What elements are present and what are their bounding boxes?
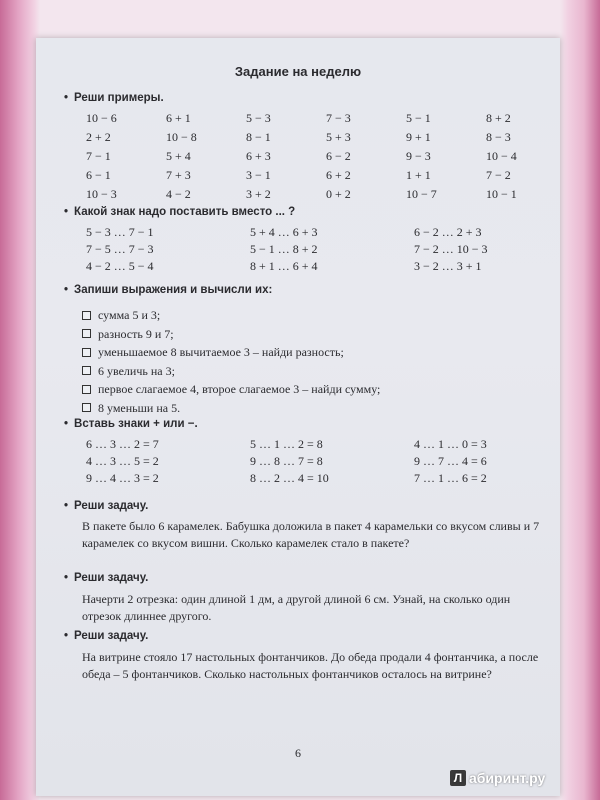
expression-text: первое слагаемое 4, второе слагаемое 3 – найди сумму;: [98, 382, 381, 396]
bullet-icon: •: [64, 572, 69, 584]
expression-item: [82, 399, 380, 418]
example-cell: 6 + 2: [326, 168, 351, 182]
expressions-list: [82, 306, 380, 417]
bullet-icon: •: [64, 206, 69, 218]
example-cell: 3 − 1: [246, 168, 271, 182]
signs-cell: 7 … 1 … 6 = 2: [414, 471, 487, 485]
signs-cell: 4 … 3 … 5 = 2: [86, 454, 159, 468]
checkbox-icon: [82, 366, 91, 375]
example-cell: 7 + 3: [166, 168, 191, 182]
compare-grid: [86, 224, 564, 275]
signs-cell: 9 … 8 … 7 = 8: [250, 454, 323, 468]
signs-cell: 9 … 7 … 4 = 6: [414, 454, 487, 468]
signs-cell: 8 … 2 … 4 = 10: [250, 471, 329, 485]
example-cell: 10 − 1: [486, 187, 517, 201]
example-cell: 1 + 1: [406, 168, 431, 182]
signs-cell: 4 … 1 … 0 = 3: [414, 437, 487, 451]
example-cell: 7 − 3: [326, 111, 351, 125]
workbook-page: [36, 38, 560, 796]
expression-text: 8 уменьши на 5.: [98, 400, 181, 415]
signs-cell: 6 … 3 … 2 = 7: [86, 437, 159, 451]
example-cell: 7 − 2: [486, 168, 511, 182]
example-cell: 5 + 3: [326, 130, 351, 144]
page-number: 6: [295, 746, 301, 760]
section-heading-examples: • Реши примеры.: [64, 92, 164, 104]
example-cell: 9 + 1: [406, 130, 431, 144]
expression-item: [82, 362, 380, 381]
expression-item: [82, 306, 380, 325]
checkbox-icon: [82, 348, 91, 357]
bullet-icon: •: [64, 418, 69, 430]
signs-cell: 5 … 1 … 2 = 8: [250, 437, 323, 451]
page-title: Задание на неделю: [234, 64, 362, 79]
labirint-logo-icon: Л: [450, 770, 466, 786]
example-cell: 9 − 3: [406, 149, 431, 163]
example-cell: 6 + 1: [166, 111, 191, 125]
checkbox-icon: [82, 403, 91, 412]
example-cell: 8 − 1: [246, 130, 271, 144]
watermark: [450, 770, 545, 786]
bullet-icon: •: [64, 630, 69, 642]
compare-cell: 4 − 2 … 5 − 4: [86, 259, 154, 273]
compare-cell: 8 + 1 … 6 + 4: [250, 259, 318, 273]
example-cell: 6 − 2: [326, 149, 351, 163]
example-cell: 10 − 7: [406, 187, 437, 201]
section-heading-task-3: • Реши задачу.: [64, 630, 149, 642]
expression-text: разность 9 и 7;: [98, 326, 174, 341]
compare-cell: 3 − 2 … 3 + 1: [414, 259, 482, 273]
example-cell: 10 − 6: [86, 111, 117, 125]
example-cell: 8 − 3: [486, 130, 511, 144]
compare-cell: 5 − 1 … 8 + 2: [250, 242, 318, 256]
example-cell: 0 + 2: [326, 187, 351, 201]
checkbox-icon: [82, 311, 91, 320]
section-heading-compare: • Какой знак надо поставить вместо ... ?: [64, 206, 296, 218]
watermark-text: абиринт.ру: [469, 770, 546, 786]
bullet-icon: •: [64, 92, 69, 104]
example-cell: 5 + 4: [166, 149, 191, 163]
expression-text: сумма 5 и 3;: [98, 308, 161, 322]
signs-cell: 9 … 4 … 3 = 2: [86, 471, 159, 485]
expression-text: 6 увеличь на 3;: [98, 363, 175, 378]
expression-item: [82, 380, 380, 399]
section-heading-expressions: • Запиши выражения и вычисли их:: [64, 284, 273, 296]
bullet-icon: •: [64, 284, 69, 296]
example-cell: 10 − 3: [86, 187, 117, 201]
example-cell: 7 − 1: [86, 149, 111, 163]
example-cell: 10 − 8: [166, 130, 197, 144]
signs-grid: [86, 436, 564, 487]
example-cell: 2 + 2: [86, 130, 111, 144]
task-1-text: В пакете было 6 карамелек. Бабушка доложила в пакет 4 карамельки со вкусом сливы и 7 карамелек со вкусом вишни. Сколько карамелек стало в пакете?: [82, 519, 540, 550]
example-cell: 6 − 1: [86, 168, 111, 182]
example-cell: 5 − 1: [406, 111, 431, 125]
bullet-icon: •: [64, 500, 69, 512]
compare-cell: 5 + 4 … 6 + 3: [250, 225, 318, 239]
compare-cell: 6 − 2 … 2 + 3: [414, 225, 482, 239]
checkbox-icon: [82, 385, 91, 394]
task-2-text: Начерти 2 отрезка: один длиной 1 дм, а другой длиной 6 см. Узнай, на сколько один отрезок длиннее другого.: [82, 592, 511, 623]
section-heading-task-2: • Реши задачу.: [64, 572, 149, 584]
compare-cell: 7 − 5 … 7 − 3: [86, 242, 154, 256]
example-cell: 5 − 3: [246, 111, 271, 125]
expression-item: [82, 325, 380, 344]
examples-grid: [86, 110, 566, 203]
task-3-text: На витрине стояло 17 настольных фонтанчиков. До обеда продали 4 фонтанчика, а после обеда – 5 фонтанчиков. Сколько настольных фонтанчиков осталось на витрине?: [82, 650, 539, 681]
checkbox-icon: [82, 329, 91, 338]
example-cell: 6 + 3: [246, 149, 271, 163]
section-heading-signs: • Вставь знаки + или −.: [64, 418, 198, 430]
compare-cell: 7 − 2 … 10 − 3: [414, 242, 488, 256]
compare-cell: 5 − 3 … 7 − 1: [86, 225, 154, 239]
section-heading-task-1: • Реши задачу.: [64, 500, 149, 512]
expression-item: [82, 343, 380, 362]
example-cell: 4 − 2: [166, 187, 191, 201]
example-cell: 10 − 4: [486, 149, 517, 163]
example-cell: 8 + 2: [486, 111, 511, 125]
expression-text: уменьшаемое 8 вычитаемое 3 – найди разность;: [98, 345, 344, 359]
example-cell: 3 + 2: [246, 187, 271, 201]
